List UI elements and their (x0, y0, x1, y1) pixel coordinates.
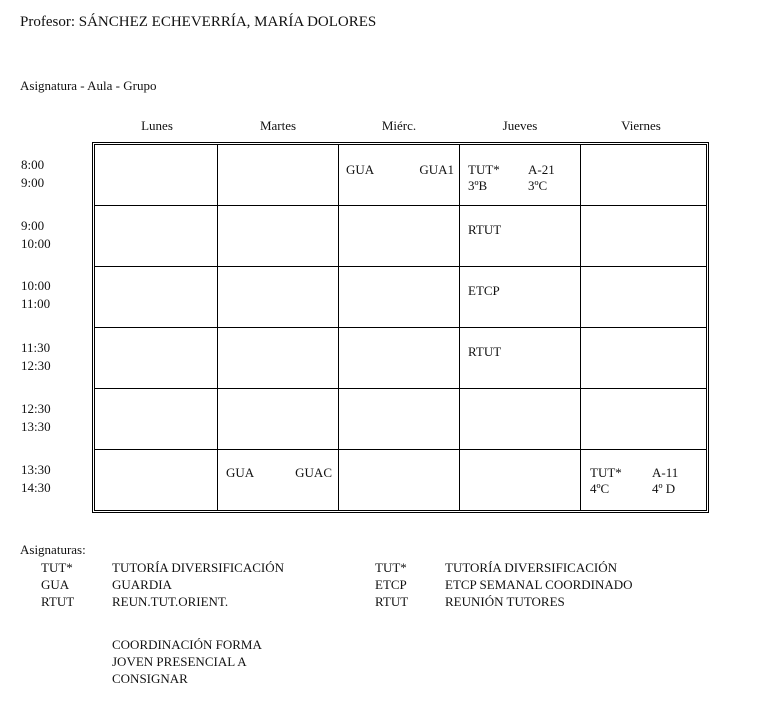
grid-line (95, 388, 706, 389)
schedule-cell-tue-6 (226, 465, 332, 481)
schedule-cell-thu-2 (468, 222, 501, 238)
legend-item: TUT* TUTORÍA DIVERSIFICACIÓN (41, 560, 285, 575)
day-header-monday: Lunes (141, 118, 173, 133)
time-slot-2: 9:00 10:00 (21, 218, 51, 251)
legend-item: RTUT REUNIÓN TUTORES (375, 594, 565, 609)
schedule-cell-thu-1 (468, 162, 568, 194)
subject-code: TUT* (590, 465, 622, 480)
schedule-grid (92, 142, 709, 513)
room-code: A-11 (652, 465, 679, 480)
grid-line (95, 449, 706, 450)
time-slot-4: 11:30 12:30 (21, 340, 51, 373)
time-slot-1: 8:00 9:00 (21, 157, 45, 190)
group-code: 4ºC (590, 481, 610, 496)
room-code: A-21 (528, 162, 555, 177)
legend-right (375, 559, 633, 610)
time-slot-5: 12:30 13:30 (21, 401, 51, 434)
group-code: 4º D (652, 481, 676, 496)
subject-code: RTUT (468, 222, 502, 237)
group-code: 3ºC (528, 178, 548, 193)
legend-left (28, 559, 284, 610)
subject-code: TUT* (468, 162, 500, 177)
grid-line (95, 205, 706, 206)
time-slot-3: 10:00 11:00 (21, 278, 51, 311)
legend-item: TUT* TUTORÍA DIVERSIFICACIÓN (375, 560, 618, 575)
day-header-friday: Viernes (621, 118, 661, 133)
day-header-tuesday: Martes (259, 118, 297, 133)
schedule-cell-wed-1 (346, 162, 454, 178)
legend-heading: Asignaturas: (20, 542, 86, 557)
subject-code: GUA (346, 162, 375, 177)
room-code: GUAC (295, 465, 332, 480)
room-code: GUA1 (419, 162, 454, 177)
time-slot-6: 13:30 14:30 (21, 462, 51, 495)
subject-code: GUA (226, 465, 255, 480)
legend-extra-note: COORDINACIÓN FORMA JOVEN PRESENCIAL A CONSIGNAR (112, 637, 262, 686)
grid-line (95, 327, 706, 328)
day-header-wednesday: Miérc. (381, 118, 417, 133)
subject-code: RTUT (468, 344, 502, 359)
subject-code: ETCP (468, 283, 500, 298)
day-header-thursday: Jueves (502, 118, 538, 133)
legend-item: GUA GUARDIA (41, 577, 172, 592)
grid-line (95, 266, 706, 267)
schedule-cell-thu-3 (468, 283, 500, 299)
group-code: 3ºB (468, 178, 488, 193)
legend-item: ETCP ETCP SEMANAL COORDINADO (375, 577, 633, 592)
table-subtitle: Asignatura - Aula - Grupo (20, 78, 157, 93)
legend-item: RTUT REUN.TUT.ORIENT. (41, 594, 229, 609)
schedule-cell-fri-6 (590, 465, 700, 497)
schedule-cell-thu-4 (468, 344, 501, 360)
professor-title: Profesor: SÁNCHEZ ECHEVERRÍA, MARÍA DOLORES (20, 14, 377, 30)
